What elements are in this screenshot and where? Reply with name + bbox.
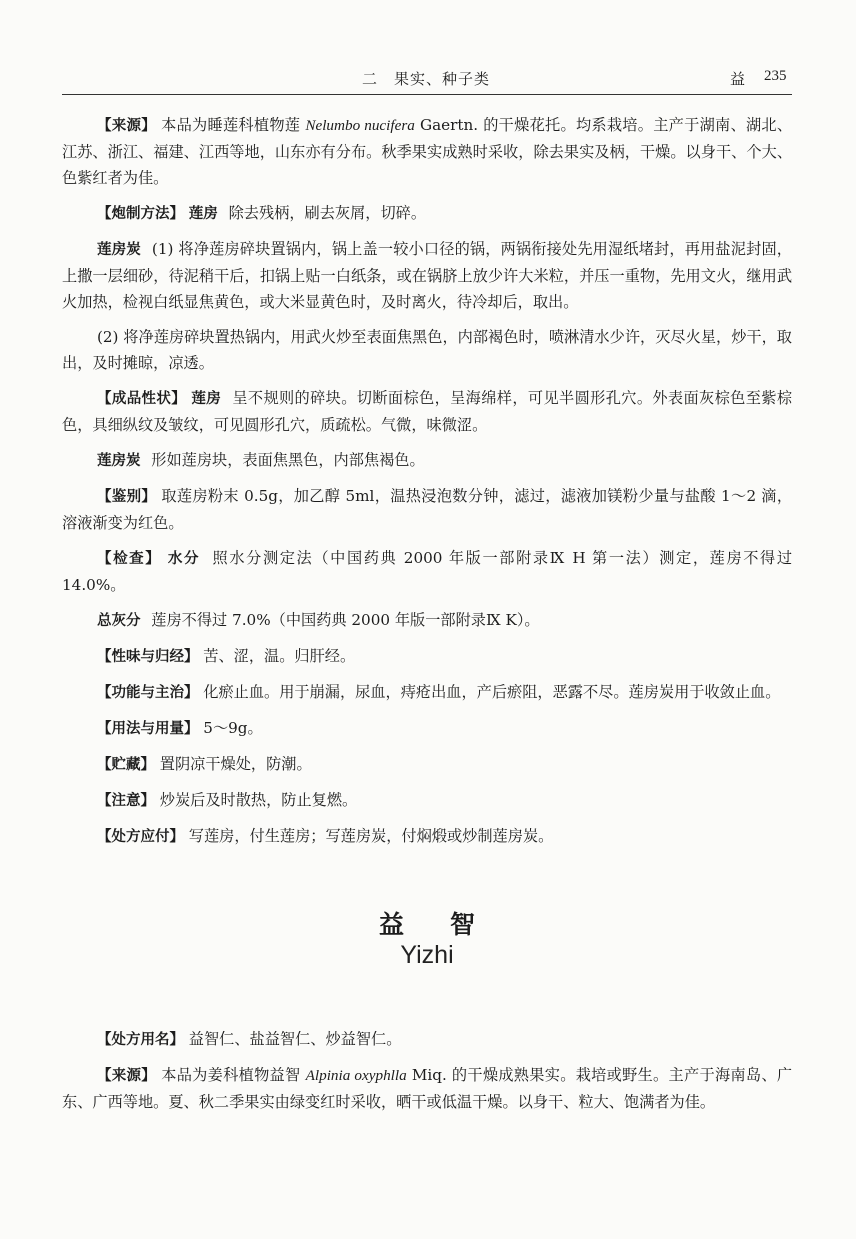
section-label: 【功能与主治】 — [96, 685, 199, 701]
sub-label: 莲房炭 — [96, 453, 141, 469]
lianfang-characteristics: 【成品性状】 莲房 呈不规则的碎块。切断面棕色，呈海绵样，可见半圆形孔穴。外表面灰棕色至紫棕色，具细纵纹及皱纹，可见圆形孔穴，质疏松。气微，味微涩。 — [62, 389, 793, 434]
latin-name: Alpinia oxyphlla — [305, 1067, 407, 1084]
lianfang-charcoal-method-2: (2) 将净莲房碎块置热锅内，用武火炒至表面焦黑色，内部褐色时，喷淋清水少许，灭尽火星，炒干，取出，及时摊晾，凉透。 — [62, 328, 792, 372]
yizhi-names: 【处方用名】 益智仁、盐益智仁、炒益智仁。 — [96, 1030, 402, 1048]
yizhi-source: 【来源】 本品为姜科植物益智 Alpinia oxyphlla Miq. 的干燥成熟果实。栽培或野生。主产于海南岛、广东、广西等地。夏、秋二季果实由绿变红时采收，晒干或低温干燥。以身干、粒大、饱满者为佳。 — [62, 1066, 793, 1111]
lianfang-identification: 【鉴别】 取莲房粉末 0.5g，加乙醇 5ml，温热浸泡数分钟，滤过，滤液加镁粉少量与盐酸 1～2 滴，溶液渐变为红色。 — [62, 487, 793, 532]
entry-title: 益智 — [378, 910, 521, 939]
section-label: 【来源】 — [96, 1068, 157, 1084]
sub-label: 莲房 — [191, 391, 222, 407]
page-number: 235 — [764, 68, 787, 84]
lianfang-ash: 总灰分 莲房不得过 7.0%（中国药典 2000 年版一部附录Ⅸ K）。 — [96, 611, 540, 629]
section-label: 【处方应付】 — [96, 829, 184, 845]
section-label: 【注意】 — [96, 793, 155, 809]
sub-label: 水分 — [167, 551, 201, 567]
chapter-title: 二 果实、种子类 — [362, 70, 491, 88]
section-label: 【来源】 — [96, 118, 157, 134]
section-label: 【成品性状】 — [96, 391, 187, 407]
section-label: 【处方用名】 — [96, 1032, 184, 1048]
lianfang-charcoal-method-1: 莲房炭 (1) 将净莲房碎块置锅内，锅上盖一较小口径的锅，两锅衔接处先用湿纸堵封，再用盐泥封固，上撒一层细砂，待泥稍干后，扣锅上贴一白纸条，或在锅脐上放少许大米粒，并压一重物，先用文火，继用武火加热，检视白纸显焦黄色，或大米显黄色时，及时离火，待冷却后，取出。 — [62, 240, 792, 311]
section-label: 【检查】 — [96, 551, 162, 567]
lianfang-function: 【功能与主治】 化瘀止血。用于崩漏，尿血，痔疮出血，产后瘀阻，恶露不尽。莲房炭用于收敛止血。 — [96, 683, 781, 701]
lianfang-charcoal-characteristics: 莲房炭 形如莲房块，表面焦黑色，内部焦褐色。 — [96, 451, 425, 469]
lianfang-inspection: 【检查】 水分 照水分测定法（中国药典 2000 年版一部附录Ⅸ H 第一法）测定，莲房不得过 14.0%。 — [62, 549, 793, 594]
section-label: 【炮制方法】 — [96, 206, 184, 222]
sub-label: 总灰分 — [96, 613, 141, 629]
lianfang-dosage: 【用法与用量】 5～9g。 — [96, 719, 263, 737]
latin-name: Nelumbo nucifera — [305, 117, 415, 134]
page-header — [62, 64, 792, 95]
lianfang-storage: 【贮藏】 置阴凉干燥处，防潮。 — [96, 755, 312, 773]
lianfang-notice: 【注意】 炒炭后及时散热，防止复燃。 — [96, 791, 358, 809]
lianfang-nature: 【性味与归经】 苦、涩，温。归肝经。 — [96, 647, 356, 665]
section-label: 【性味与归经】 — [96, 649, 199, 665]
section-label: 【贮藏】 — [96, 757, 155, 773]
lianfang-processing: 【炮制方法】 莲房 除去残柄，刷去灰屑，切碎。 — [96, 204, 427, 222]
lianfang-source: 【来源】 本品为睡莲科植物莲 Nelumbo nucifera Gaertn. 的干燥花托。均系栽培。主产于湖南、湖北、江苏、浙江、福建、江西等地，山东亦有分布。秋季果实成熟时采收，除去果实及柄，干燥。以身干、个大、色紫红者为佳。 — [62, 116, 793, 187]
sub-label: 莲房 — [188, 206, 218, 222]
sub-label: 莲房炭 — [96, 242, 141, 258]
lianfang-prescription: 【处方应付】 写莲房，付生莲房；写莲房炭，付焖煅或炒制莲房炭。 — [96, 827, 554, 845]
section-label: 【鉴别】 — [96, 489, 157, 505]
running-head-herb: 益 — [730, 70, 746, 88]
section-label: 【用法与用量】 — [96, 721, 199, 737]
page-body — [62, 112, 792, 1124]
entry-pinyin: Yizhi — [400, 941, 454, 969]
